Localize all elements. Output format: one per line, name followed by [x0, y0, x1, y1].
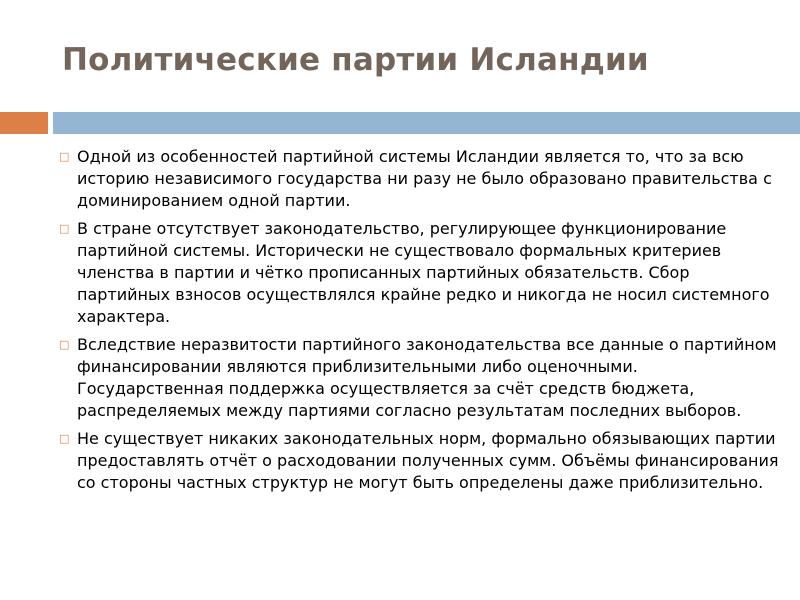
bullet-text: В стране отсутствует законодательство, регулирующее функционирование партийной системы. Исторически не существовало формальных критериев членства в партии и чётко прописанных партийных обязательств. Сбор партийных взносов осуществлялся крайне редко и никогда не носил системного характера.	[77, 219, 770, 326]
bullet-list	[59, 146, 779, 500]
accent-bar	[0, 112, 48, 134]
bullet-text: Вследствие неразвитости партийного законодательства все данные о партийном финансировании являются приблизительными либо оценочными. Государственная поддержка осуществляется за счёт средств бюджета, распределяемых между партиями согласно результатам последних выборов.	[77, 335, 777, 420]
bullet-text: Не существует никаких законодательных норм, формально обязывающих партии предоставлять отчёт о расходовании полученных сумм. Объёмы финансирования со стороны частных структур не могут быть определены даже приблизительно.	[77, 429, 779, 492]
hollow-square-icon: □	[59, 338, 70, 351]
hollow-square-icon: □	[59, 150, 70, 163]
slide-title: Политические партии Исландии	[62, 42, 649, 78]
title-underline-bar	[53, 112, 800, 134]
list-item	[59, 334, 779, 422]
hollow-square-icon: □	[59, 432, 70, 445]
bullet-text: Одной из особенностей партийной системы Исландии является то, что за всю историю независимого государства ни разу не было образовано правительства с доминированием одной партии.	[77, 147, 772, 210]
hollow-square-icon: □	[59, 222, 70, 235]
list-item	[59, 218, 779, 328]
list-item	[59, 428, 779, 494]
list-item	[59, 146, 779, 212]
